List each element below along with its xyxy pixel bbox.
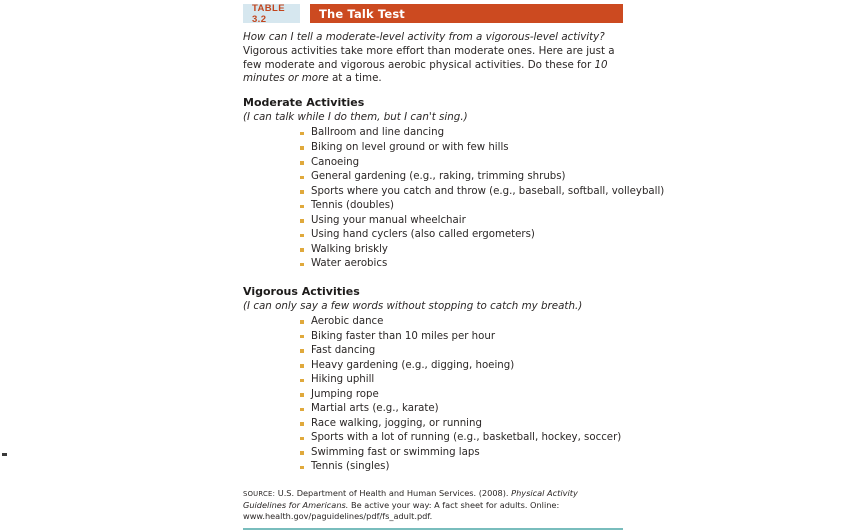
bullet-icon xyxy=(300,408,304,412)
bullet-icon xyxy=(300,393,304,397)
list-item-label: Tennis (doubles) xyxy=(311,200,395,212)
source-label: SOURCE: xyxy=(243,489,276,498)
list-item xyxy=(300,373,623,388)
bullet-icon xyxy=(300,161,304,165)
source-text-2: Be active your way: A fact sheet for adults. Online: www.health.gov/paguidelines/pdf/fs_adult.pdf. xyxy=(243,500,560,522)
bullet-icon xyxy=(300,190,304,194)
vigorous-heading: Vigorous Activities xyxy=(243,284,360,298)
intro-question: How can I tell a moderate-level activity from a vigorous-level activity? xyxy=(243,31,605,43)
list-item xyxy=(300,170,623,185)
list-item xyxy=(300,330,623,345)
vigorous-activities-section xyxy=(243,285,623,475)
bullet-icon xyxy=(300,146,304,150)
bullet-icon xyxy=(300,248,304,252)
table-container xyxy=(243,0,665,530)
vigorous-subheading: (I can only say a few words without stopping to catch my breath.) xyxy=(243,299,583,312)
moderate-activities-section xyxy=(243,96,665,271)
list-item-label: Hiking uphill xyxy=(311,374,375,386)
intro-body-1: Vigorous activities take more effort than moderate ones. Here are just a few moderate and vigorous aerobic physical activities. Do these for xyxy=(243,44,615,71)
bullet-icon xyxy=(300,437,304,441)
list-item-label: Sports with a lot of running (e.g., basketball, hockey, soccer) xyxy=(311,432,622,444)
bullet-icon xyxy=(300,335,304,339)
bullet-icon xyxy=(300,132,304,136)
list-item xyxy=(300,402,623,417)
list-item-label: Sports where you catch and throw (e.g., baseball, softball, volleyball) xyxy=(311,185,665,197)
bullet-icon xyxy=(300,451,304,455)
page-corner-mark xyxy=(2,453,7,456)
bullet-icon xyxy=(300,349,304,353)
list-item xyxy=(300,199,623,214)
intro-emphasis: 10 minutes or more xyxy=(243,58,608,85)
bullet-icon xyxy=(300,466,304,470)
list-item-label: Aerobic dance xyxy=(311,315,384,327)
moderate-subheading: (I can talk while I do them, but I can't sing.) xyxy=(243,111,468,124)
table-header-row xyxy=(243,4,623,23)
list-item-label: Martial arts (e.g., karate) xyxy=(311,403,439,415)
source-note xyxy=(243,488,623,523)
list-item-label: Using your manual wheelchair xyxy=(311,214,466,226)
list-item-label: Biking on level ground or with few hills xyxy=(311,142,509,154)
list-item xyxy=(300,228,623,243)
list-item xyxy=(300,185,665,200)
list-item-label: Tennis (singles) xyxy=(311,461,390,473)
list-item-label: Race walking, jogging, or running xyxy=(311,417,482,429)
bullet-icon xyxy=(300,176,304,180)
list-item xyxy=(300,141,623,156)
list-item-label: Swimming fast or swimming laps xyxy=(311,446,480,458)
table-number-badge: TABLE 3.2 xyxy=(243,4,300,23)
source-text-1: U.S. Department of Health and Human Services. (2008). xyxy=(275,487,512,498)
list-item xyxy=(300,431,623,446)
intro-body-2: at a time. xyxy=(328,72,382,85)
list-item xyxy=(300,257,623,272)
list-item xyxy=(300,315,623,330)
list-item xyxy=(300,417,623,432)
intro-paragraph xyxy=(243,31,615,86)
list-item-label: Walking briskly xyxy=(311,243,388,255)
list-item-label: Fast dancing xyxy=(311,345,376,357)
list-item-label: Heavy gardening (e.g., digging, hoeing) xyxy=(311,359,515,371)
source-title: Physical Activity Guidelines for Americans. xyxy=(243,487,578,511)
table-title-bar: The Talk Test xyxy=(310,4,623,23)
bullet-icon xyxy=(300,263,304,267)
list-item xyxy=(300,126,623,141)
list-item xyxy=(300,344,623,359)
bullet-icon xyxy=(300,205,304,209)
list-item xyxy=(300,243,623,258)
bullet-icon xyxy=(300,364,304,368)
list-item-label: Biking faster than 10 miles per hour xyxy=(311,330,496,342)
list-item-label: Using hand cyclers (also called ergometers) xyxy=(311,229,535,241)
list-item-label: Canoeing xyxy=(311,156,360,168)
bullet-icon xyxy=(300,320,304,324)
list-item xyxy=(300,359,623,374)
bottom-divider xyxy=(243,528,623,530)
list-item xyxy=(300,460,623,475)
list-item xyxy=(300,388,623,403)
list-item xyxy=(300,446,623,461)
list-item xyxy=(300,156,623,171)
moderate-heading: Moderate Activities xyxy=(243,96,365,110)
vigorous-activities-list xyxy=(243,315,623,475)
list-item-label: Jumping rope xyxy=(311,388,379,400)
list-item-label: Ballroom and line dancing xyxy=(311,127,445,139)
bullet-icon xyxy=(300,219,304,223)
list-item-label: Water aerobics xyxy=(311,258,388,270)
list-item-label: General gardening (e.g., raking, trimming shrubs) xyxy=(311,171,566,183)
bullet-icon xyxy=(300,422,304,426)
bullet-icon xyxy=(300,234,304,238)
bullet-icon xyxy=(300,379,304,383)
list-item xyxy=(300,214,623,229)
moderate-activities-list xyxy=(243,126,665,271)
